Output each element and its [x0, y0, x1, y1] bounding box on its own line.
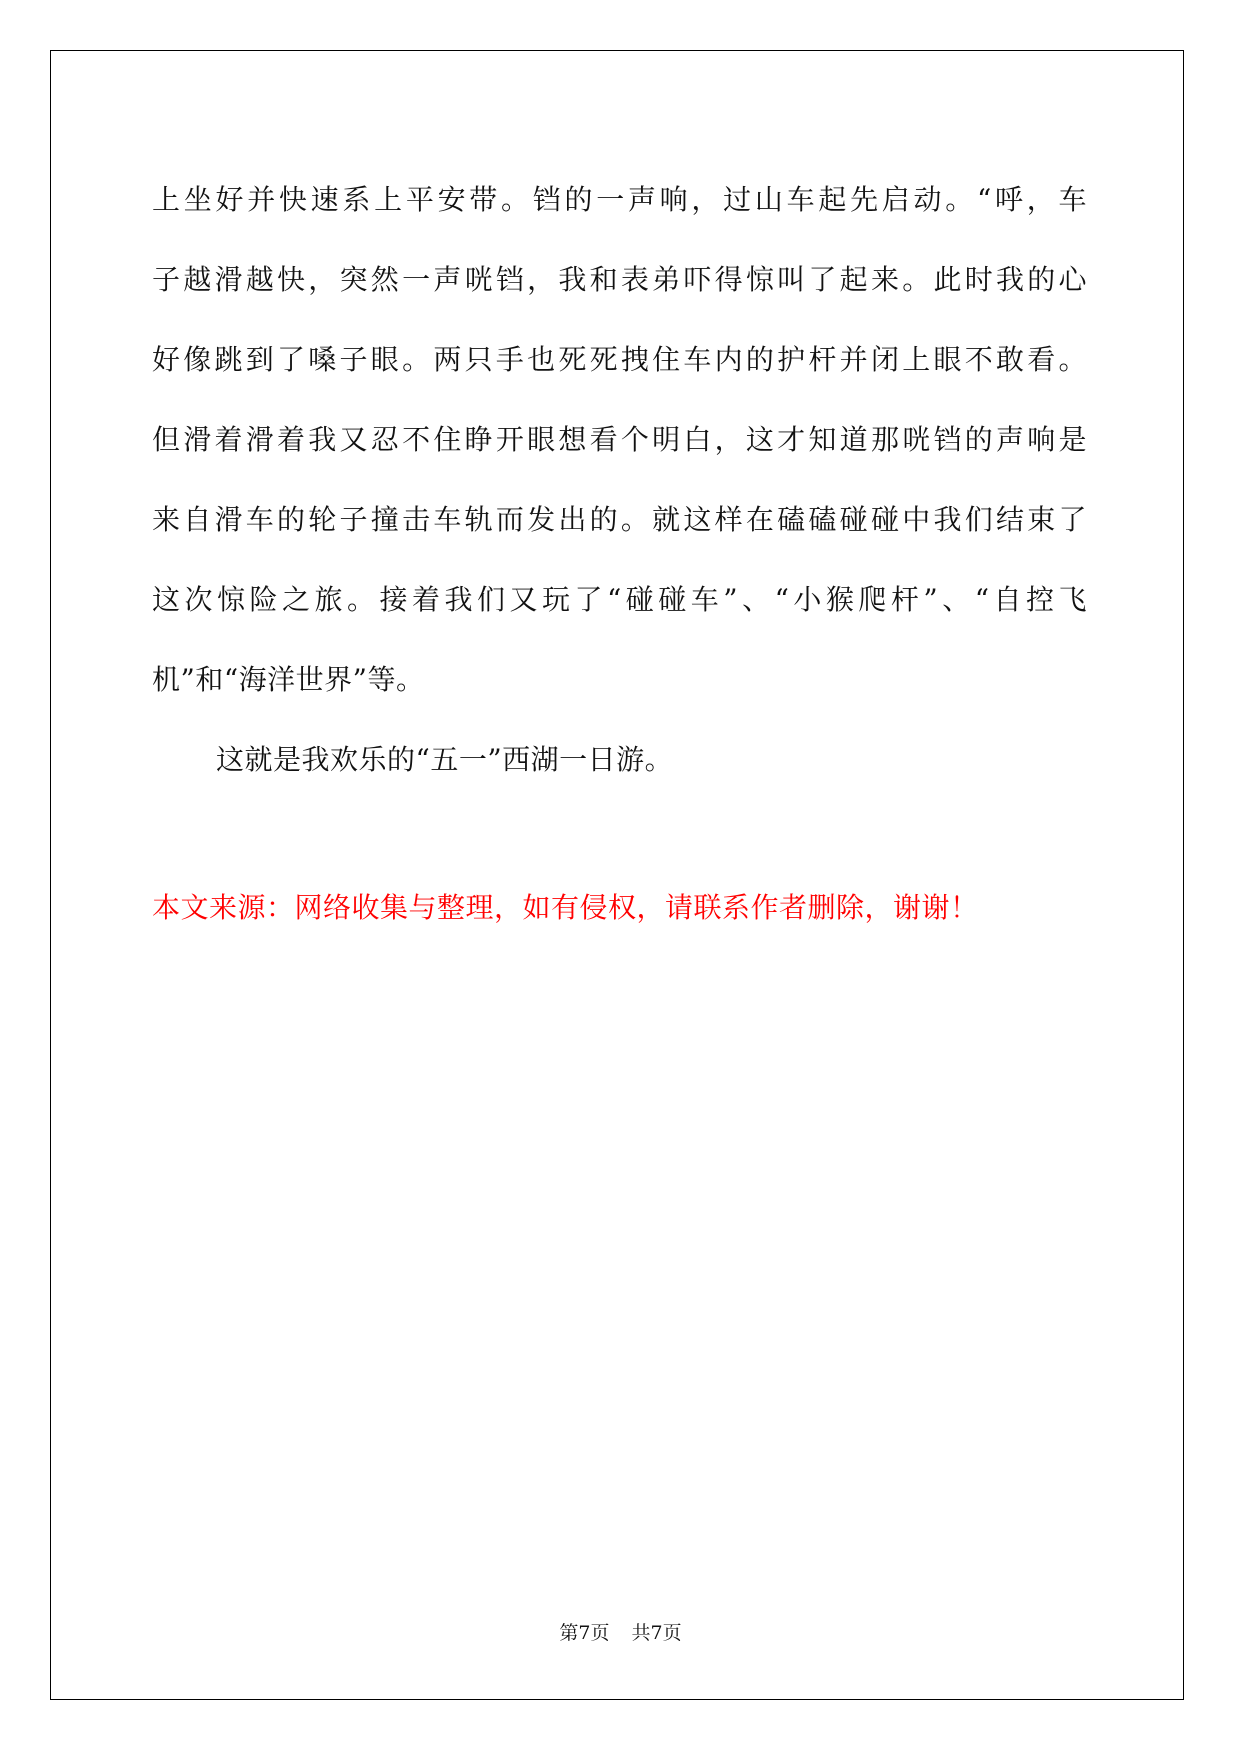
text-line: 好像跳到了嗓子眼。两只手也死死拽住车内的护杆并闭上眼不敢看。: [152, 343, 1087, 376]
text-line: 子越滑越快，突然一声咣铛，我和表弟吓得惊叫了起来。此时我的心: [152, 263, 1087, 296]
page-footer: [0, 1621, 1241, 1645]
current-page-label: 第7页: [559, 1622, 610, 1644]
text-line: 这次惊险之旅。接着我们又玩了“碰碰车”、“小猴爬杆”、“自控飞: [152, 583, 1087, 616]
text-line: 上坐好并快速系上平安带。铛的一声响，过山车起先启动。“呼，车: [152, 183, 1087, 216]
text-line: 机”和“海洋世界”等。: [152, 663, 425, 696]
source-disclaimer: 本文来源：网络收集与整理，如有侵权，请联系作者删除，谢谢！: [152, 891, 979, 924]
text-line: 但滑着滑着我又忍不住睁开眼想看个明白，这才知道那咣铛的声响是: [152, 423, 1087, 456]
text-line: 这就是我欢乐的“五一”西湖一日游。: [216, 743, 674, 776]
document-body: [152, 160, 1087, 800]
text-line: 来自滑车的轮子撞击车轨而发出的。就这样在磕磕碰碰中我们结束了: [152, 503, 1087, 536]
paragraph-1: [152, 160, 1087, 720]
paragraph-2: [152, 720, 1087, 800]
total-pages-label: 共7页: [631, 1622, 682, 1644]
